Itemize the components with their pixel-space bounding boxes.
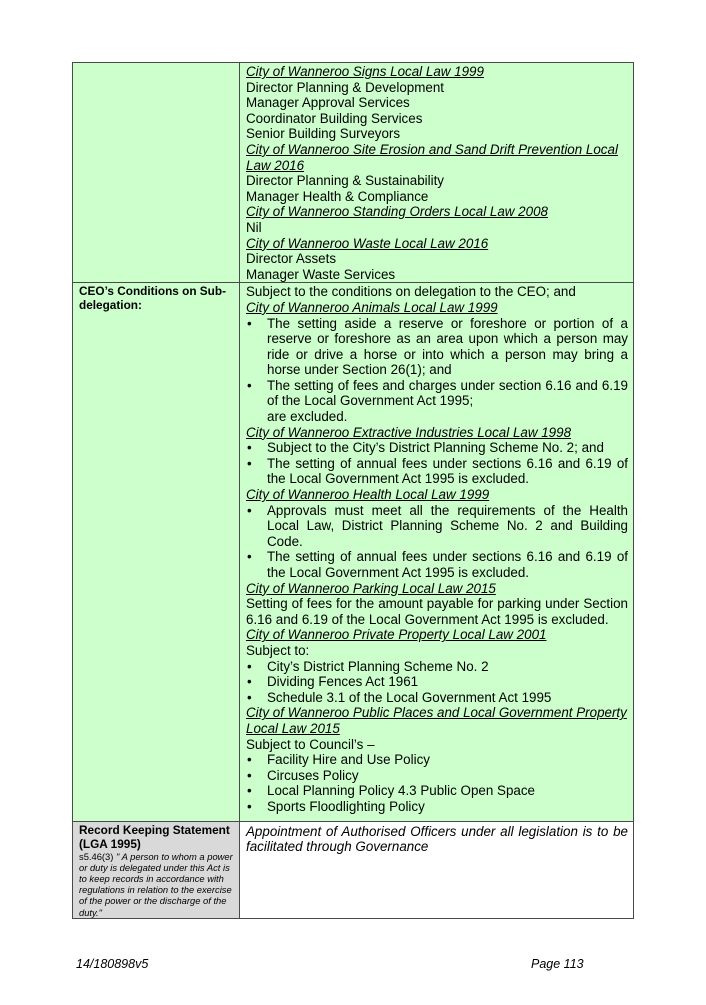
record-keeping-ref: s5.46(3) <box>79 850 114 862</box>
health-law-list <box>246 503 628 581</box>
list-item: • Circuses Policy <box>246 768 628 784</box>
row3-value-cell <box>240 821 634 918</box>
table-row <box>73 821 634 918</box>
law-heading: City of Wanneroo Standing Orders Local Law 2008 <box>246 204 548 220</box>
row2-label-cell <box>73 283 240 821</box>
row3-label-cell <box>73 821 240 918</box>
law-heading: City of Wanneroo Site Erosion and Sand Drift Prevention Local Law 2016 <box>246 141 618 173</box>
animals-law-list <box>246 316 628 410</box>
officer-line: Director Planning & Sustainability <box>246 173 444 189</box>
private-property-intro: Subject to: <box>246 642 310 658</box>
law-heading: City of Wanneroo Signs Local Law 1999 <box>246 64 484 79</box>
officer-line: Manager Waste Services <box>246 266 396 282</box>
public-places-law-heading: City of Wanneroo Public Places and Local Government Property Local Law 2015 <box>246 705 627 736</box>
delegation-table <box>72 62 634 919</box>
sub-delegation-label: CEO’s Conditions on Sub-delegation: <box>79 284 227 313</box>
row2-value-cell <box>240 283 634 821</box>
parking-law-text: Setting of fees for the amount payable for parking under Section 6.16 and 6.19 of the Local Government Act 1995 is excluded. <box>246 596 628 627</box>
officer-line: Senior Building Surveyors <box>246 126 401 142</box>
list-item: • Facility Hire and Use Policy <box>246 752 628 768</box>
footer-page-number: Page 113 <box>531 957 584 971</box>
conditions-intro: Subject to the conditions on delegation to the CEO; and <box>246 284 576 300</box>
private-property-law-heading: City of Wanneroo Private Property Local Law 2001 <box>246 627 547 643</box>
private-property-list <box>246 659 628 706</box>
list-item: • Sports Floodlighting Policy <box>246 799 628 815</box>
list-item: • The setting of annual fees under sections 6.16 and 6.19 of the Local Government Act 1995 is excluded. <box>246 456 628 487</box>
record-keeping-quote: " A person to whom a power or duty is delegated under this Act is to keep records in accordance with regulations in relation to the exercise of the power or the discharge of the duty." <box>79 850 233 918</box>
animals-law-heading: City of Wanneroo Animals Local Law 1999 <box>246 299 498 315</box>
record-keeping-label: Record Keeping Statement (LGA 1995) <box>79 822 230 851</box>
officer-line: Manager Approval Services <box>246 95 410 111</box>
officer-line: Nil <box>246 219 262 235</box>
list-item: • Subject to the City’s District Planning Scheme No. 2; and <box>246 440 628 456</box>
record-keeping-text: Appointment of Authorised Officers under all legislation is to be facilitated through Governance <box>246 823 628 855</box>
extractive-law-heading: City of Wanneroo Extractive Industries Local Law 1998 <box>246 424 572 440</box>
list-item: • The setting of annual fees under sections 6.16 and 6.19 of the Local Government Act 1995 is excluded. <box>246 549 628 580</box>
list-item: • Approvals must meet all the requirements of the Health Local Law, District Planning Scheme No. 2 and Building Code. <box>246 503 628 550</box>
row1-lines <box>246 64 628 282</box>
extractive-law-list <box>246 440 628 487</box>
list-item: • Dividing Fences Act 1961 <box>246 674 628 690</box>
list-item: • The setting of fees and charges under section 6.16 and 6.19 of the Local Government Act 1995; <box>246 378 628 409</box>
row1-value-cell <box>240 63 634 283</box>
table-row <box>73 283 634 821</box>
officer-line: Coordinator Building Services <box>246 110 423 126</box>
list-item: • City’s District Planning Scheme No. 2 <box>246 659 628 675</box>
health-law-heading: City of Wanneroo Health Local Law 1999 <box>246 487 490 503</box>
record-keeping-note <box>79 851 233 918</box>
officer-line: Director Assets <box>246 251 337 267</box>
list-item: • Local Planning Policy 4.3 Public Open Space <box>246 783 628 799</box>
public-places-intro: Subject to Council’s – <box>246 736 375 752</box>
law-heading: City of Wanneroo Waste Local Law 2016 <box>246 235 489 251</box>
row1-label-cell <box>73 63 240 283</box>
footer-doc-ref: 14/180898v5 <box>76 957 149 971</box>
officer-line: Manager Health & Compliance <box>246 188 429 204</box>
officer-line: Director Planning & Development <box>246 79 444 95</box>
list-item: • The setting aside a reserve or foreshore or portion of a reserve or foreshore as an area upon which a person may ride or drive a horse or into which a person may bring a horse under Section 26(1); and <box>246 316 628 378</box>
animals-law-after: are excluded. <box>267 409 348 425</box>
public-places-list <box>246 752 628 820</box>
table-row <box>73 63 634 283</box>
parking-law-heading: City of Wanneroo Parking Local Law 2015 <box>246 580 496 596</box>
list-item: • Schedule 3.1 of the Local Government Act 1995 <box>246 690 628 706</box>
